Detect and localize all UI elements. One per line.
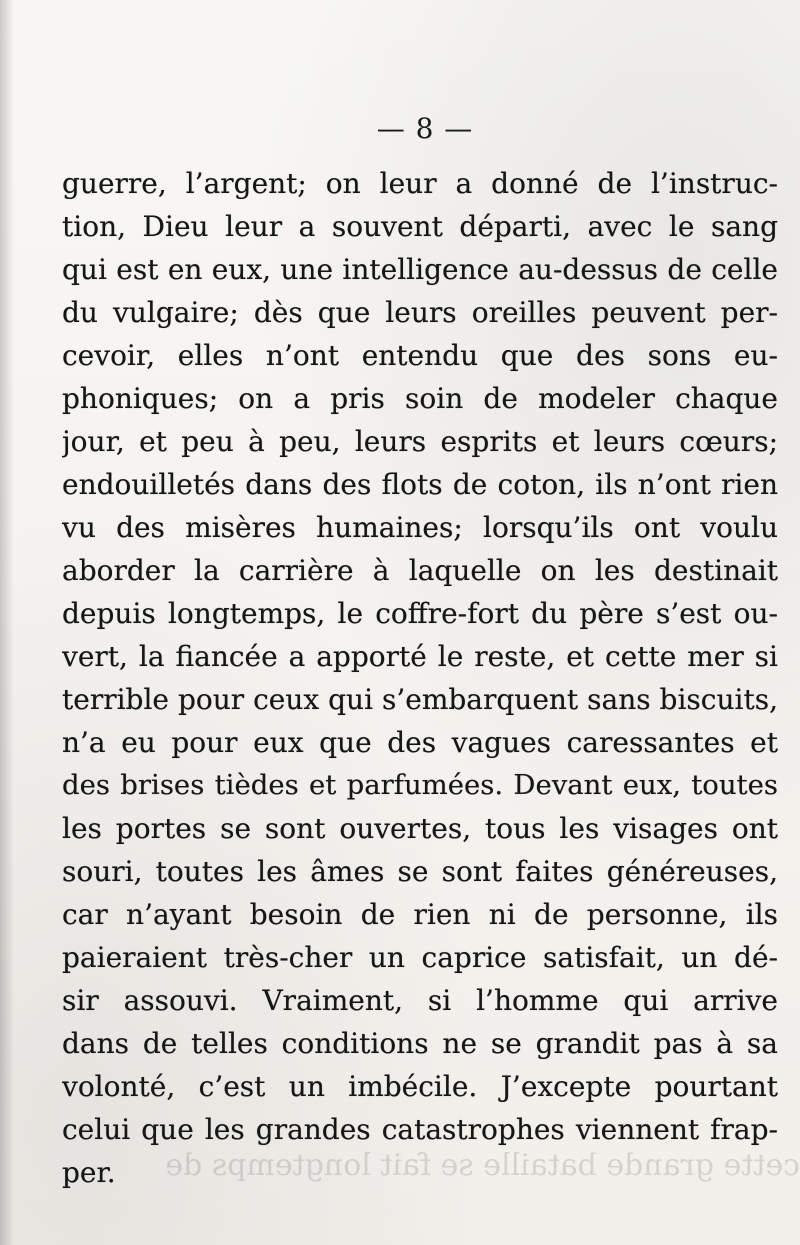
text-line: sir assouvi. Vraiment, si l’homme qui arrive — [62, 984, 778, 1017]
text-line: qui est en eux, une intelligence au-dessus de celle — [62, 253, 778, 286]
text-line: des brises tièdes et parfumées. Devant eux, toutes — [62, 769, 778, 801]
page-gutter-shadow — [0, 0, 14, 1245]
text-line: dans de telles conditions ne se grandit pas à sa — [62, 1027, 778, 1060]
text-line: aborder la carrière à laquelle on les destinait — [62, 554, 778, 587]
text-line: les portes se sont ouvertes, tous les visages ont — [62, 812, 778, 845]
text-line: per. — [62, 1156, 116, 1189]
text-line: terrible pour ceux qui s’embarquent sans biscuits, — [62, 683, 778, 716]
text-line: car n’ayant besoin de rien ni de personne, ils — [62, 898, 778, 931]
text-line: vert, la fiancée a apporté le reste, et cette mer si — [62, 640, 778, 673]
text-line: phoniques; on a pris soin de modeler chaque — [62, 382, 778, 415]
text-line: jour, et peu à peu, leurs esprits et leurs cœurs; — [62, 425, 778, 458]
text-line: volonté, c’est un imbécile. J’excepte pourtant — [62, 1070, 778, 1103]
text-line: souri, toutes les âmes se sont faites généreuses, — [62, 855, 778, 888]
text-line: depuis longtemps, le coffre-fort du père s’est ou- — [62, 597, 778, 630]
text-line: celui que les grandes catastrophes viennent frap- — [62, 1113, 778, 1146]
page-number: — 8 — — [376, 112, 474, 145]
text-line: endouilletés dans des flots de coton, ils n’ont rien — [62, 468, 778, 501]
text-line: guerre, l’argent; on leur a donné de l’instruc- — [62, 167, 778, 200]
text-line: tion, Dieu leur a souvent départi, avec le sang — [62, 210, 778, 243]
text-line: paieraient très-cher un caprice satisfait, un dé- — [62, 941, 778, 974]
text-line: cevoir, elles n’ont entendu que des sons eu- — [62, 339, 778, 372]
text-line: vu des misères humaines; lorsqu’ils ont voulu — [62, 511, 778, 544]
text-line: du vulgaire; dès que leurs oreilles peuvent per- — [62, 296, 778, 329]
text-line: n’a eu pour eux que des vagues caressantes et — [62, 726, 778, 759]
bleed-through-text: cette grande bataille se fait longtemps de — [165, 1148, 800, 1183]
body-text — [62, 162, 778, 1194]
